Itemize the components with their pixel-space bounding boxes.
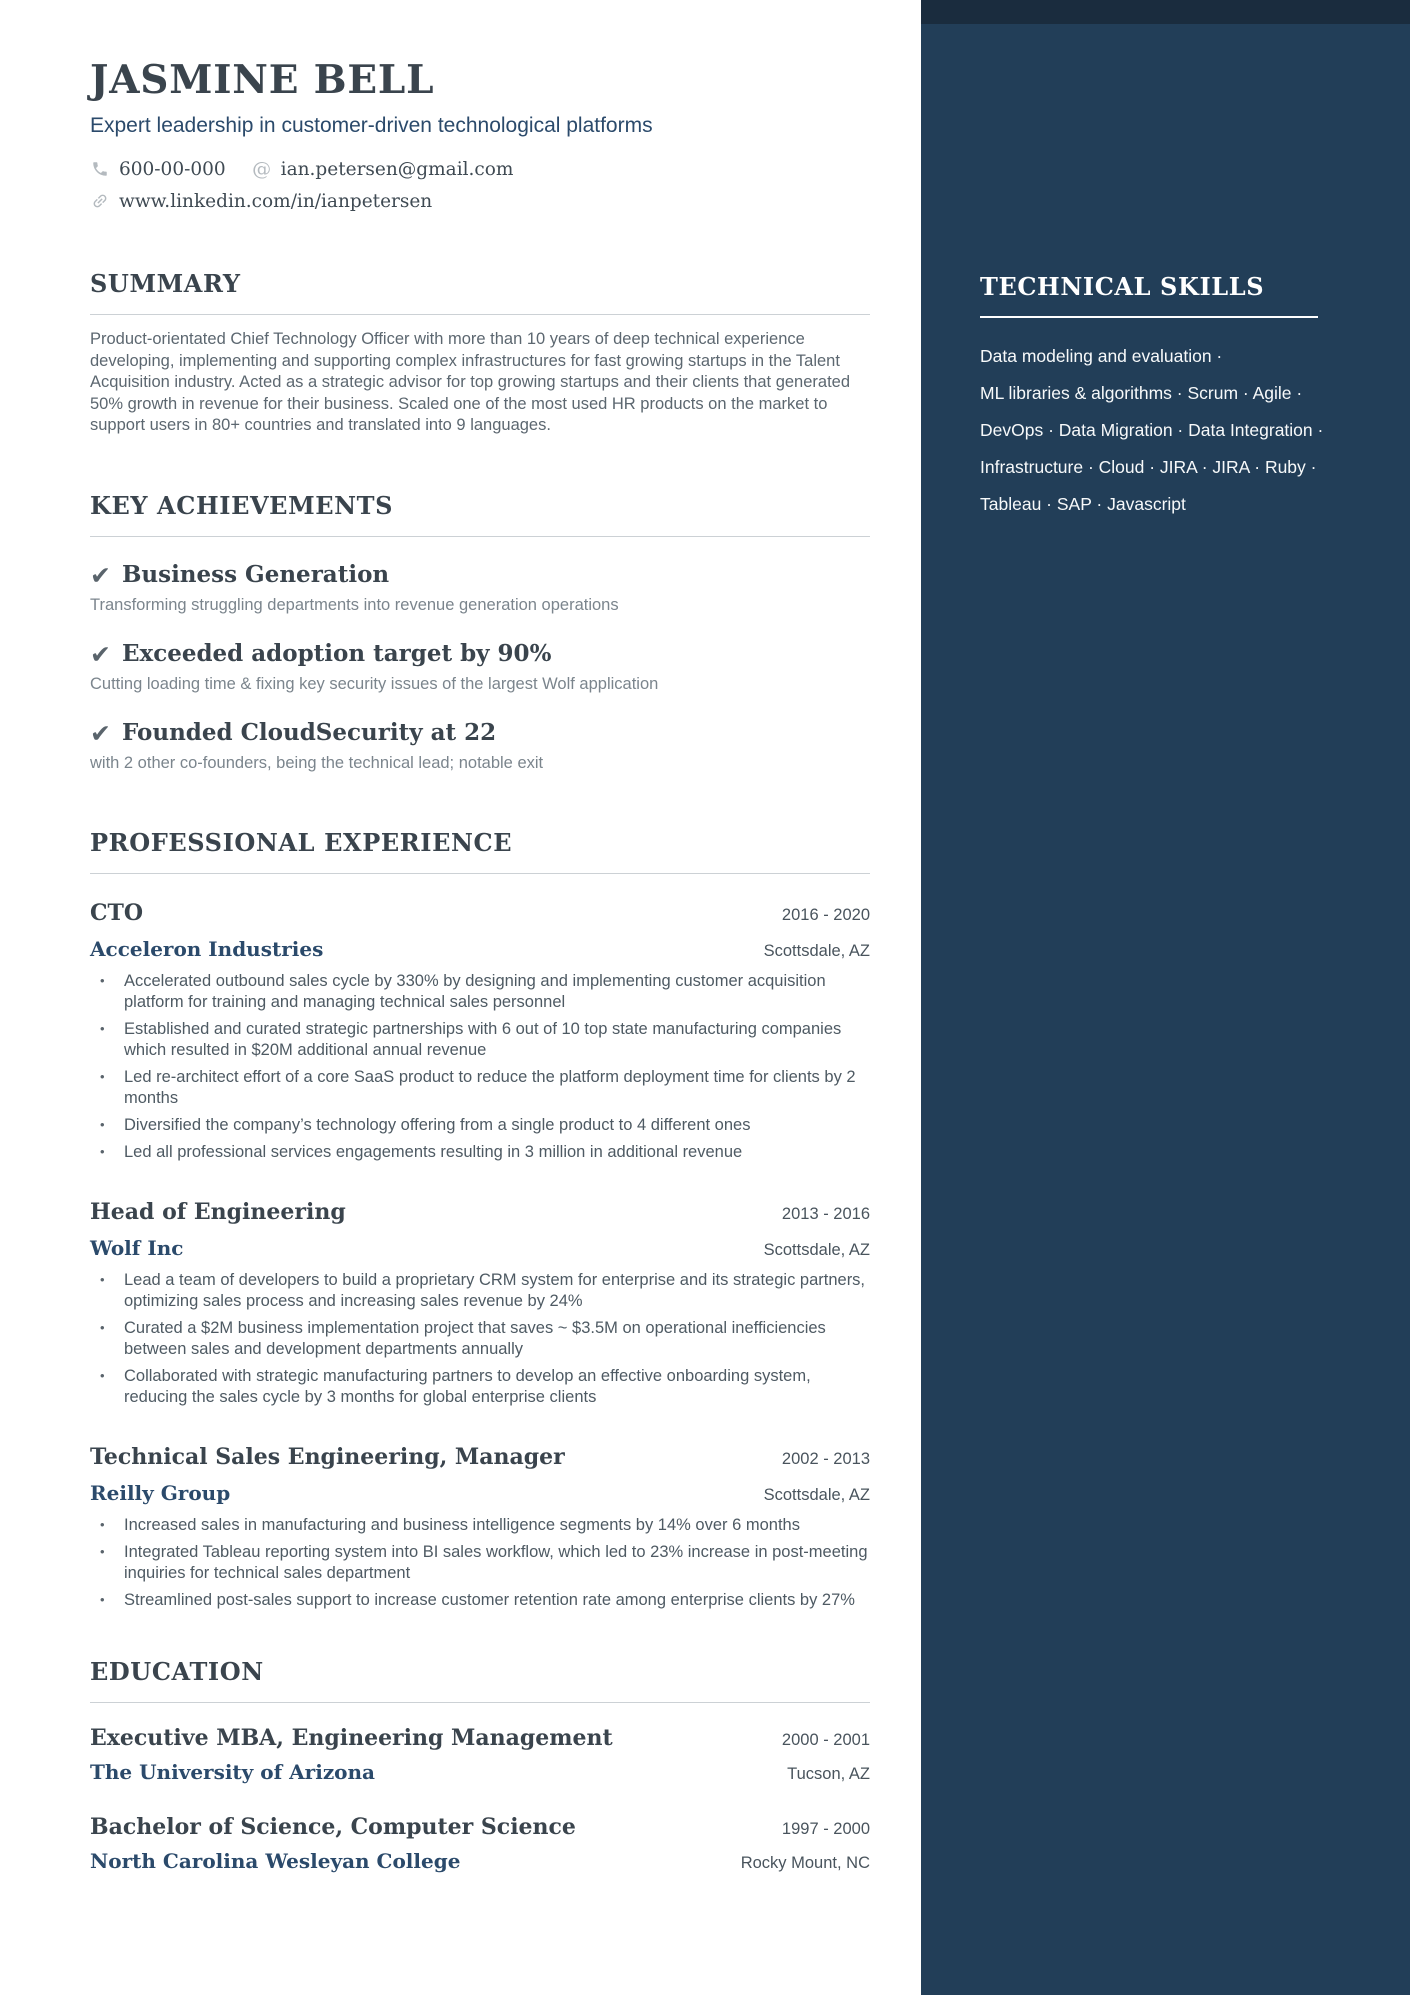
sidebar-top-strip xyxy=(921,0,1410,24)
section-summary xyxy=(90,269,870,437)
experience-entry xyxy=(90,1444,870,1611)
job-bullet: • Streamlined post-sales support to increase customer retention rate among enterprise clients by 27% xyxy=(90,1590,870,1611)
at-icon: @ xyxy=(252,157,272,180)
summary-divider xyxy=(90,314,870,315)
job-bullet: • Established and curated strategic partnerships with 6 out of 10 top state manufacturing companies which resulted in $20M additional annual revenue xyxy=(90,1019,870,1061)
achievements-divider xyxy=(90,536,870,537)
job-location: Scottsdale, AZ xyxy=(763,1485,870,1504)
job-bullet: • Led re-architect effort of a core SaaS product to reduce the platform deployment time for clients by 2 months xyxy=(90,1067,870,1109)
achievement-description: Transforming struggling departments into revenue generation operations xyxy=(90,595,619,614)
candidate-name: JASMINE BELL xyxy=(90,57,435,103)
skill-line: ML libraries & algorithms · Scrum · Agile · xyxy=(980,383,1303,403)
contact-block xyxy=(90,155,870,215)
achievement-description: with 2 other co-founders, being the technical lead; notable exit xyxy=(90,753,544,772)
email-item xyxy=(252,159,514,180)
website-url[interactable]: www.linkedin.com/in/ianpetersen xyxy=(119,190,433,212)
job-bullet-list xyxy=(90,1270,870,1408)
job-company: Reilly Group xyxy=(90,1480,231,1505)
job-bullet: • Integrated Tableau reporting system into BI sales workflow, which led to 23% increase in post-meeting inquiries for technical sales department xyxy=(90,1542,870,1584)
skill-line: Data modeling and evaluation · xyxy=(980,346,1223,366)
sidebar xyxy=(921,0,1410,1995)
achievement-title: Exceeded adoption target by 90% xyxy=(121,639,552,667)
education-degree: Bachelor of Science, Computer Science xyxy=(90,1813,576,1840)
job-bullet: • Collaborated with strategic manufacturing partners to develop an effective onboarding system, reducing the sales cycle by 3 months for global enterprise clients xyxy=(90,1366,870,1408)
website-item xyxy=(90,191,432,212)
job-bullet: • Increased sales in manufacturing and business intelligence segments by 14% over 6 months xyxy=(90,1515,870,1536)
link-icon xyxy=(90,191,110,211)
job-title: Head of Engineering xyxy=(90,1198,346,1225)
education-degree: Executive MBA, Engineering Management xyxy=(90,1724,613,1751)
experience-entry xyxy=(90,1199,870,1408)
job-company: Wolf Inc xyxy=(90,1235,184,1260)
education-heading: EDUCATION xyxy=(90,1656,264,1686)
education-dates: 2000 - 2001 xyxy=(781,1730,870,1749)
experience-divider xyxy=(90,873,870,874)
experience-entry xyxy=(90,900,870,1163)
technical-skills-heading: TECHNICAL SKILLS xyxy=(980,272,1265,301)
job-title: Technical Sales Engineering, Manager xyxy=(90,1443,565,1470)
achievement-item xyxy=(90,561,870,616)
achievement-item xyxy=(90,719,870,774)
technical-skills-underline xyxy=(980,316,1318,318)
education-dates: 1997 - 2000 xyxy=(781,1819,870,1838)
check-icon: ✔ xyxy=(90,640,111,669)
achievement-description: Cutting loading time & fixing key security issues of the largest Wolf application xyxy=(90,674,659,693)
job-bullet: • Led all professional services engagements resulting in 3 million in additional revenue xyxy=(90,1142,870,1163)
achievements-heading: KEY ACHIEVEMENTS xyxy=(90,490,394,520)
check-icon: ✔ xyxy=(90,561,111,590)
contact-row-2 xyxy=(90,187,870,215)
achievement-item xyxy=(90,640,870,695)
job-title: CTO xyxy=(90,899,144,926)
section-education xyxy=(90,1657,870,1873)
achievement-title: Business Generation xyxy=(121,560,390,588)
job-company: Acceleron Industries xyxy=(90,936,324,961)
education-school: The University of Arizona xyxy=(90,1759,376,1784)
skill-line: Tableau · SAP · Javascript xyxy=(980,494,1186,514)
skill-line: Infrastructure · Cloud · JIRA · JIRA · Ruby · xyxy=(980,457,1317,477)
phone-number: 600-00-000 xyxy=(119,158,226,180)
education-location: Rocky Mount, NC xyxy=(740,1853,870,1872)
skill-line: DevOps · Data Migration · Data Integration · xyxy=(980,420,1324,440)
job-dates: 2013 - 2016 xyxy=(781,1204,870,1223)
email-address[interactable]: ian.petersen@gmail.com xyxy=(280,158,514,180)
job-bullet: • Curated a $2M business implementation project that saves ~ $3.5M on operational inefficiencies between sales and development departments annually xyxy=(90,1318,870,1360)
education-entry xyxy=(90,1814,870,1873)
experience-heading: PROFESSIONAL EXPERIENCE xyxy=(90,827,513,857)
phone-item xyxy=(90,159,226,180)
job-bullet: • Lead a team of developers to build a proprietary CRM system for enterprise and its strategic partners, optimizing sales process and increasing sales revenue by 24% xyxy=(90,1270,870,1312)
summary-heading: SUMMARY xyxy=(90,269,241,299)
summary-text: Product-orientated Chief Technology Officer with more than 10 years of deep technical experience developing, implementing and supporting complex infrastructures for fast growing startups in the Talent Acquisition industry. Acted as a strategic advisor for top growing startups and their clients that generated 50% growth in revenue for their business. Scaled one of the most used HR products on the market to support users in 80+ countries and translated into 9 languages. xyxy=(90,330,851,435)
job-dates: 2002 - 2013 xyxy=(781,1449,870,1468)
section-experience xyxy=(90,828,870,1611)
education-location: Tucson, AZ xyxy=(787,1764,870,1783)
achievement-title: Founded CloudSecurity at 22 xyxy=(121,718,497,746)
education-entry xyxy=(90,1725,870,1784)
job-location: Scottsdale, AZ xyxy=(763,1240,870,1259)
job-bullet: • Accelerated outbound sales cycle by 330% by designing and implementing customer acquisition platform for training and managing technical sales personnel xyxy=(90,971,870,1013)
section-achievements xyxy=(90,491,870,774)
education-divider xyxy=(90,1702,870,1703)
job-location: Scottsdale, AZ xyxy=(763,941,870,960)
check-icon: ✔ xyxy=(90,719,111,748)
skills-list xyxy=(980,338,1354,523)
job-bullet-list xyxy=(90,1515,870,1611)
job-bullet: • Diversified the company’s technology offering from a single product to 4 different ones xyxy=(90,1115,870,1136)
job-dates: 2016 - 2020 xyxy=(781,905,870,924)
education-school: North Carolina Wesleyan College xyxy=(90,1848,461,1873)
candidate-tagline: Expert leadership in customer-driven technological platforms xyxy=(90,113,653,137)
phone-icon xyxy=(90,159,110,179)
job-bullet-list xyxy=(90,971,870,1163)
contact-row-1 xyxy=(90,155,870,183)
